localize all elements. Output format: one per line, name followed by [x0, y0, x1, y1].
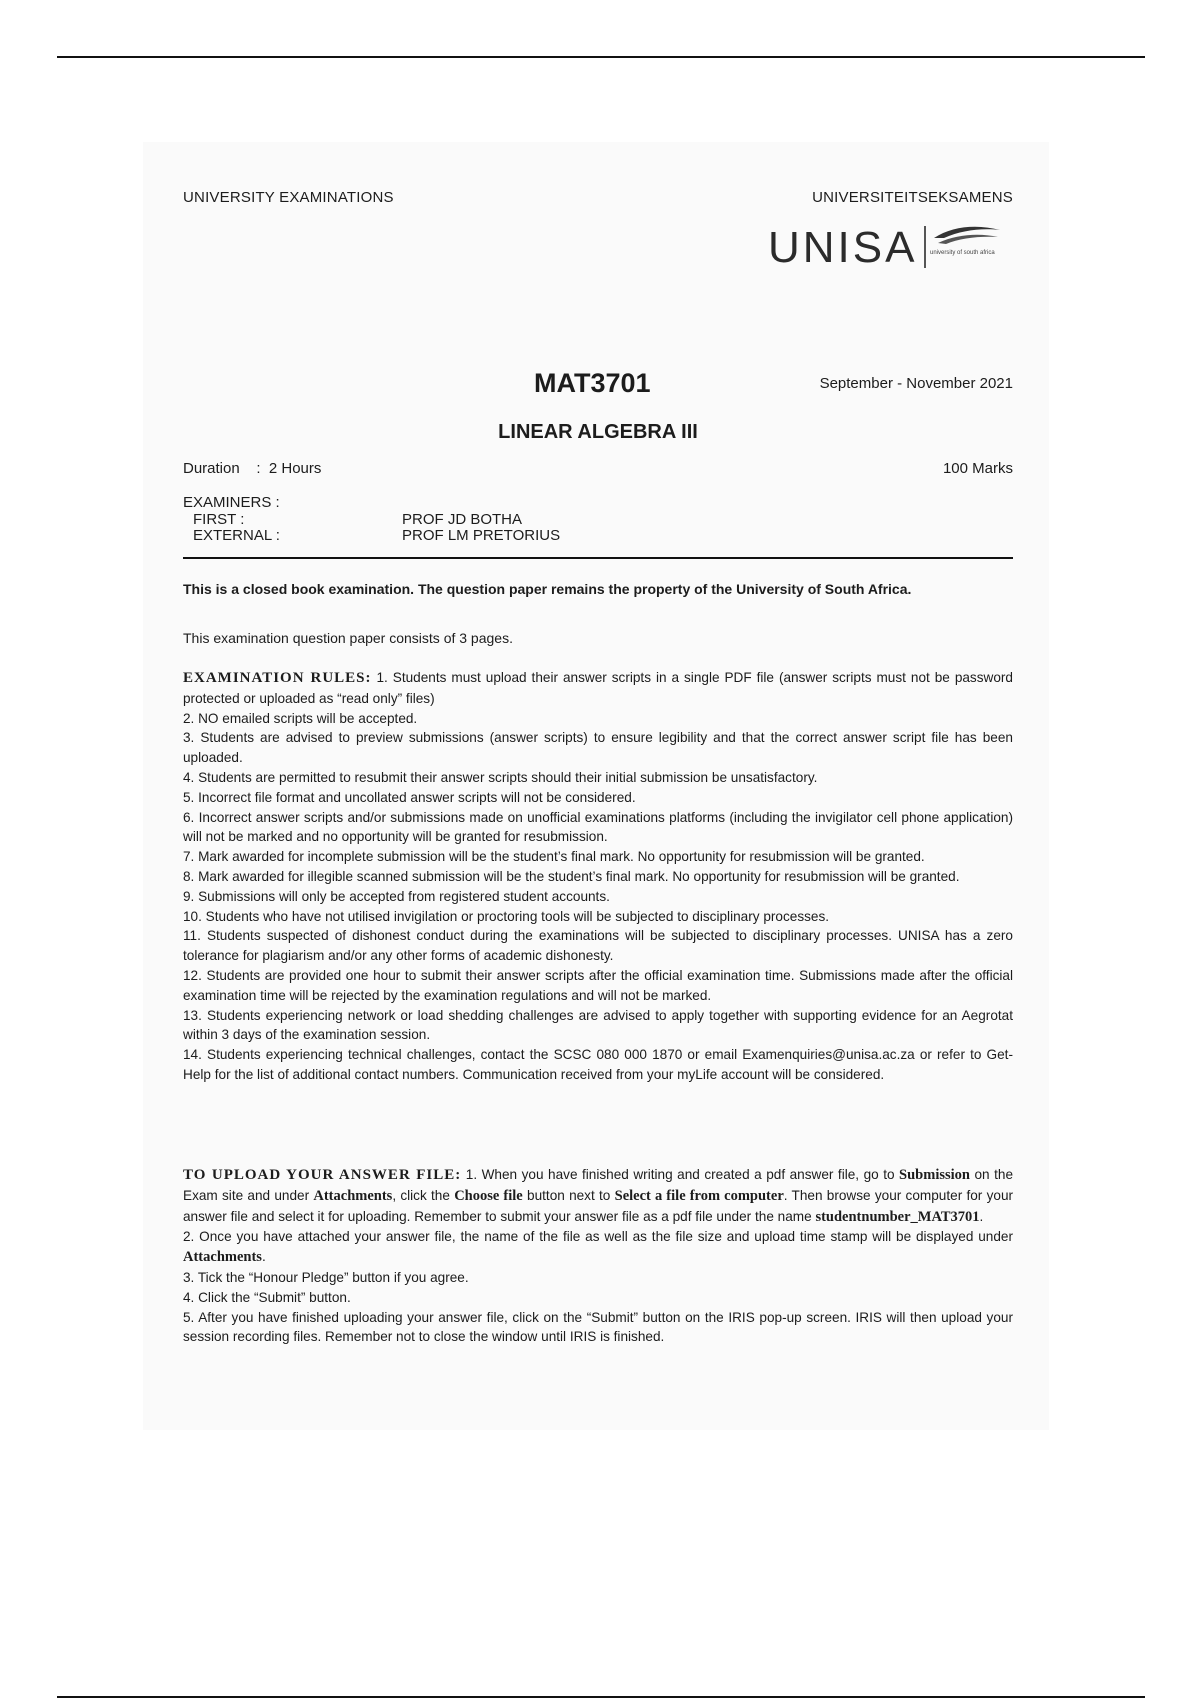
unisa-logo: [768, 222, 1008, 274]
external-examiner-name: PROF LM PRETORIUS: [402, 527, 561, 544]
header-left: UNIVERSITY EXAMINATIONS: [183, 189, 394, 206]
examination-rules: [183, 668, 1013, 1085]
upload-step: TO UPLOAD YOUR ANSWER FILE: 1. When you have finished writing and created a pdf answer file, go to Submission on the Exam site and under Attachments, click the Choose file button next to Select a file from computer. Then browse your computer for your answer file and select it for uploading. Remember to submit your answer file as a pdf file under the name studentnumber_MAT3701.: [183, 1167, 1014, 1225]
exam-period: September - November 2021: [819, 375, 1013, 392]
logo-divider: [924, 226, 926, 268]
logo-wing-icon: [932, 224, 1002, 248]
upload-step: 3. Tick the “Honour Pledge” button if you agree.: [183, 1269, 469, 1285]
logo-text: UNISA: [768, 223, 918, 272]
external-examiner-label: EXTERNAL :: [193, 527, 280, 544]
upload-step: 5. After you have finished uploading your answer file, click on the “Submit” button on the IRIS pop-up screen. IRIS will then upload your session recording files. Remember not to close the window until IRIS is finished.: [183, 1309, 1013, 1345]
rule-item: 8. Mark awarded for illegible scanned submission will be the student’s final mark. No opportunity for resubmission will be granted.: [183, 868, 960, 884]
rule-item: 12. Students are provided one hour to submit their answer scripts after the official examination time. Submissions made after the official examination time will be rejected by the examination regulations and will not be marked.: [183, 967, 1013, 1003]
upload-step: 2. Once you have attached your answer file, the name of the file as well as the file size and upload time stamp will be displayed under Attachments.: [183, 1229, 1013, 1266]
rule-item: 11. Students suspected of dishonest conduct during the examinations will be subjected to disciplinary processes. UNISA has a zero tolerance for plagiarism and/or any other forms of academic dishonesty.: [183, 928, 1013, 964]
rule-item: 14. Students experiencing technical challenges, contact the SCSC 080 000 1870 or email Examenquiries@unisa.ac.za or refer to Get-Help for the list of additional contact numbers. Communication received from your myLife account will be considered.: [183, 1047, 1013, 1082]
first-examiner-name: PROF JD BOTHA: [402, 511, 523, 528]
upload-instructions: [183, 1165, 1013, 1347]
rules-heading: EXAMINATION RULES:: [183, 670, 372, 686]
rule-item: 7. Mark awarded for incomplete submission will be the student’s final mark. No opportunity for resubmission will be granted.: [183, 849, 925, 865]
course-code: MAT3701: [534, 368, 651, 398]
first-examiner-label: FIRST :: [193, 511, 245, 528]
page-top-rule: [57, 56, 1145, 58]
rule-item: 10. Students who have not utilised invigilation or proctoring tools will be subjected to disciplinary processes.: [183, 908, 830, 924]
upload-heading: TO UPLOAD YOUR ANSWER FILE:: [183, 1167, 462, 1183]
rule-item: 4. Students are permitted to resubmit their answer scripts should their initial submission be unsatisfactory.: [183, 769, 818, 785]
header-right: UNIVERSITEITSEKSAMENS: [812, 189, 1013, 206]
rule-item: 6. Incorrect answer scripts and/or submissions made on unofficial examinations platforms (including the invigilator cell phone application) will not be marked and no opportunity will be granted for resubmission.: [183, 809, 1013, 845]
pages-note: This examination question paper consists of 3 pages.: [183, 630, 513, 646]
rule-item: 13. Students experiencing network or load shedding challenges are advised to apply together with supporting evidence for an Aegrotat within 3 days of the examination session.: [183, 1007, 1013, 1043]
section-divider: [183, 557, 1013, 559]
upload-step: 4. Click the “Submit” button.: [183, 1289, 351, 1305]
examiners-label: EXAMINERS :: [183, 494, 280, 511]
total-marks: 100 Marks: [942, 460, 1013, 477]
closed-book-notice: This is a closed book examination. The question paper remains the property of the University of South Africa.: [183, 581, 912, 597]
course-title: LINEAR ALGEBRA III: [498, 421, 698, 443]
duration: Duration : 2 Hours: [183, 460, 322, 477]
rule-item: EXAMINATION RULES: 1. Students must upload their answer scripts in a single PDF file (answer scripts must not be password protected or uploaded as “read only” files): [183, 670, 1013, 706]
logo-subtitle: university of south africa: [930, 250, 995, 256]
rule-item: 5. Incorrect file format and uncollated answer scripts will not be considered.: [183, 789, 636, 805]
rule-item: 3. Students are advised to preview submissions (answer scripts) to ensure legibility and that the correct answer script file has been uploaded.: [183, 730, 1013, 766]
rule-item: 2. NO emailed scripts will be accepted.: [183, 710, 418, 726]
rule-item: 9. Submissions will only be accepted from registered student accounts.: [183, 888, 610, 904]
page-bottom-rule: [57, 1696, 1145, 1698]
